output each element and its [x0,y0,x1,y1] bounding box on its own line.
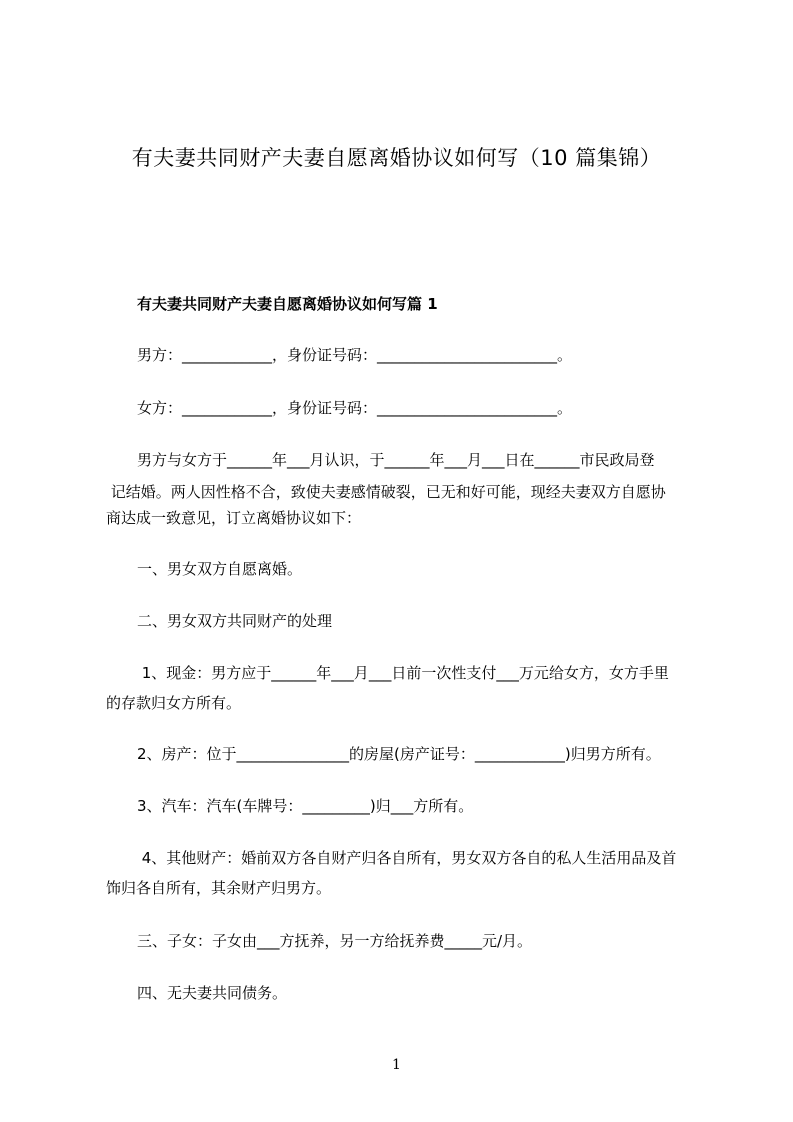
debt-clause: 四、无夫妻共同债务。 [137,984,288,1002]
marriage-paragraph-line-3: 商达成一致意见，订立离婚协议如下： [106,509,362,527]
section-heading: 有夫妻共同财产夫妻自愿离婚协议如何写篇 1 [137,295,438,313]
document-title: 有夫妻共同财产夫妻自愿离婚协议如何写（10 篇集锦） [131,146,662,170]
cash-clause-line-1: 1、现金：男方应于______年___月___日前一次性支付___万元给女方，女方手里 [137,664,669,682]
clause-2: 二、男女双方共同财产的处理 [137,612,333,630]
clause-1: 一、男女双方自愿离婚。 [137,560,303,578]
male-party-line: 男方：____________，身份证号码：________________________。 [137,346,573,364]
children-clause: 三、子女：子女由___方抚养，另一方给抚养费_____元/月。 [137,932,533,950]
marriage-paragraph-line-2: 记结婚。两人因性格不合，致使夫妻感情破裂，已无和好可能，现经夫妻双方自愿协 [106,483,666,501]
marriage-paragraph-line-1: 男方与女方于______年___月认识，于______年___月___日在______市民政局登 [137,451,655,469]
other-property-line-1: 4、其他财产：婚前双方各自财产归各自所有，男女双方各自的私人生活用品及首 [137,849,677,867]
page-number: 1 [392,1057,401,1073]
other-property-line-2: 饰归各自所有，其余财产归男方。 [106,879,332,897]
cash-clause-line-2: 的存款归女方所有。 [106,694,242,712]
female-party-line: 女方：____________，身份证号码：________________________。 [137,399,573,417]
car-clause: 3、汽车：汽车(车牌号：_________)归___方所有。 [137,797,474,815]
house-clause: 2、房产：位于_______________的房屋(房产证号：____________)归男方所有。 [137,745,661,763]
